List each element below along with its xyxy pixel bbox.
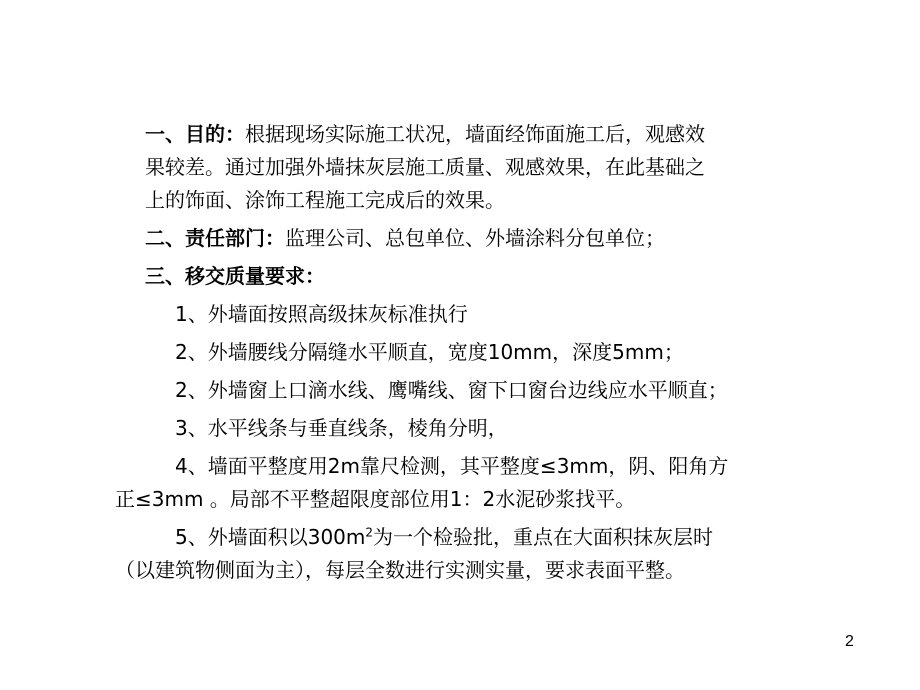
section-quality-requirements-label: 三、移交质量要求：: [145, 264, 325, 288]
requirement-5-line-1-post: 为一个检验批，重点在大面积抹灰层时: [373, 525, 714, 549]
section-quality-requirements: [145, 260, 845, 293]
requirement-4-line-2: 正≤3mm 。局部不平整超限度部位用1：2水泥砂浆找平。: [115, 487, 636, 511]
section-purpose-line-1: 根据现场实际施工状况，墙面经饰面施工后，观感效: [245, 122, 705, 146]
page-number: 2: [845, 633, 854, 650]
section-purpose: [145, 118, 845, 217]
section-purpose-line-2: 果较差。通过加强外墙抹灰层施工质量、观感效果，在此基础之: [145, 155, 705, 179]
requirement-2a-text: 2、外墙腰线分隔缝水平顺直，宽度10mm，深度5mm；: [175, 340, 684, 364]
requirement-1-text: 1、外墙面按照高级抹灰标准执行: [175, 302, 468, 326]
requirement-3-text: 3、水平线条与垂直线条，棱角分明，: [175, 416, 508, 440]
section-purpose-label: 一、目的：: [145, 122, 245, 146]
requirement-item: [145, 298, 845, 331]
requirement-item: [145, 412, 845, 445]
section-responsible-dept: [145, 222, 845, 255]
requirement-2b-text: 2、外墙窗上口滴水线、鹰嘴线、窗下口窗台边线应水平顺直；: [175, 378, 728, 402]
requirement-5-superscript: 2: [365, 525, 374, 540]
requirement-item: [145, 374, 845, 407]
requirement-item: [115, 450, 845, 516]
section-responsible-dept-label: 二、责任部门：: [145, 226, 285, 250]
requirement-item: [115, 521, 845, 587]
requirement-item: [145, 336, 845, 369]
requirement-5-line-1-pre: 5、外墙面积以300m: [175, 525, 366, 549]
requirement-4-line-1: 4、墙面平整度用2m靠尺检测，其平整度≤3mm，阴、阳角方: [175, 454, 729, 478]
slide-body: [115, 118, 845, 587]
section-responsible-dept-text: 监理公司、总包单位、外墙涂料分包单位；: [285, 226, 665, 250]
section-purpose-line-3: 上的饰面、涂饰工程施工完成后的效果。: [145, 188, 505, 212]
requirement-5-line-2: （以建筑物侧面为主），每层全数进行实测实量，要求表面平整。: [115, 558, 685, 582]
